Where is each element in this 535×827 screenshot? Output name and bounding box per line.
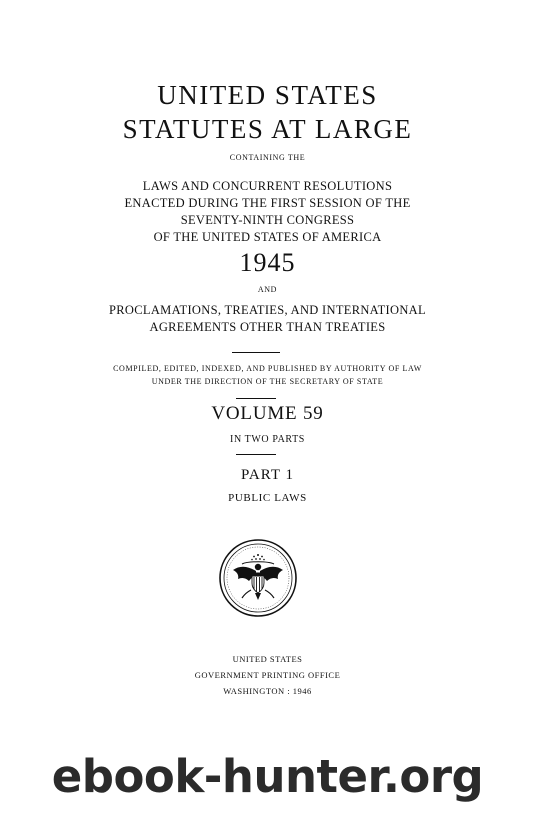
year: 1945 bbox=[239, 248, 296, 277]
great-seal-icon bbox=[218, 538, 298, 618]
imprint-line-3: WASHINGTON : 1946 bbox=[223, 686, 312, 696]
laws-line-4: OF THE UNITED STATES OF AMERICA bbox=[153, 230, 382, 244]
and-label: AND bbox=[257, 285, 278, 294]
imprint-line-1: UNITED STATES bbox=[232, 654, 303, 664]
containing-label: CONTAINING THE bbox=[229, 153, 306, 162]
proclamations-line-2: AGREEMENTS OTHER THAN TREATIES bbox=[149, 320, 386, 334]
imprint-line-2: GOVERNMENT PRINTING OFFICE bbox=[194, 670, 341, 680]
compiled-line-1: COMPILED, EDITED, INDEXED, AND PUBLISHED BY AUTHORITY OF LAW bbox=[113, 364, 422, 373]
part-subtitle: PUBLIC LAWS bbox=[228, 492, 307, 504]
watermark-text: ebook-hunter.org bbox=[51, 750, 484, 803]
divider bbox=[236, 454, 276, 455]
part-heading: PART 1 bbox=[240, 467, 295, 483]
volume-heading: VOLUME 59 bbox=[211, 403, 324, 424]
divider bbox=[232, 352, 280, 353]
parts-label: IN TWO PARTS bbox=[230, 434, 305, 445]
title-line-1: UNITED STATES bbox=[157, 80, 378, 110]
laws-line-3: SEVENTY-NINTH CONGRESS bbox=[180, 213, 355, 227]
laws-line-1: LAWS AND CONCURRENT RESOLUTIONS bbox=[142, 179, 393, 193]
compiled-line-2: UNDER THE DIRECTION OF THE SECRETARY OF STATE bbox=[151, 377, 384, 386]
title-line-2: STATUTES AT LARGE bbox=[122, 114, 413, 144]
laws-line-2: ENACTED DURING THE FIRST SESSION OF THE bbox=[124, 196, 411, 210]
proclamations-line-1: PROCLAMATIONS, TREATIES, AND INTERNATIONAL bbox=[109, 303, 426, 317]
divider bbox=[236, 398, 276, 399]
